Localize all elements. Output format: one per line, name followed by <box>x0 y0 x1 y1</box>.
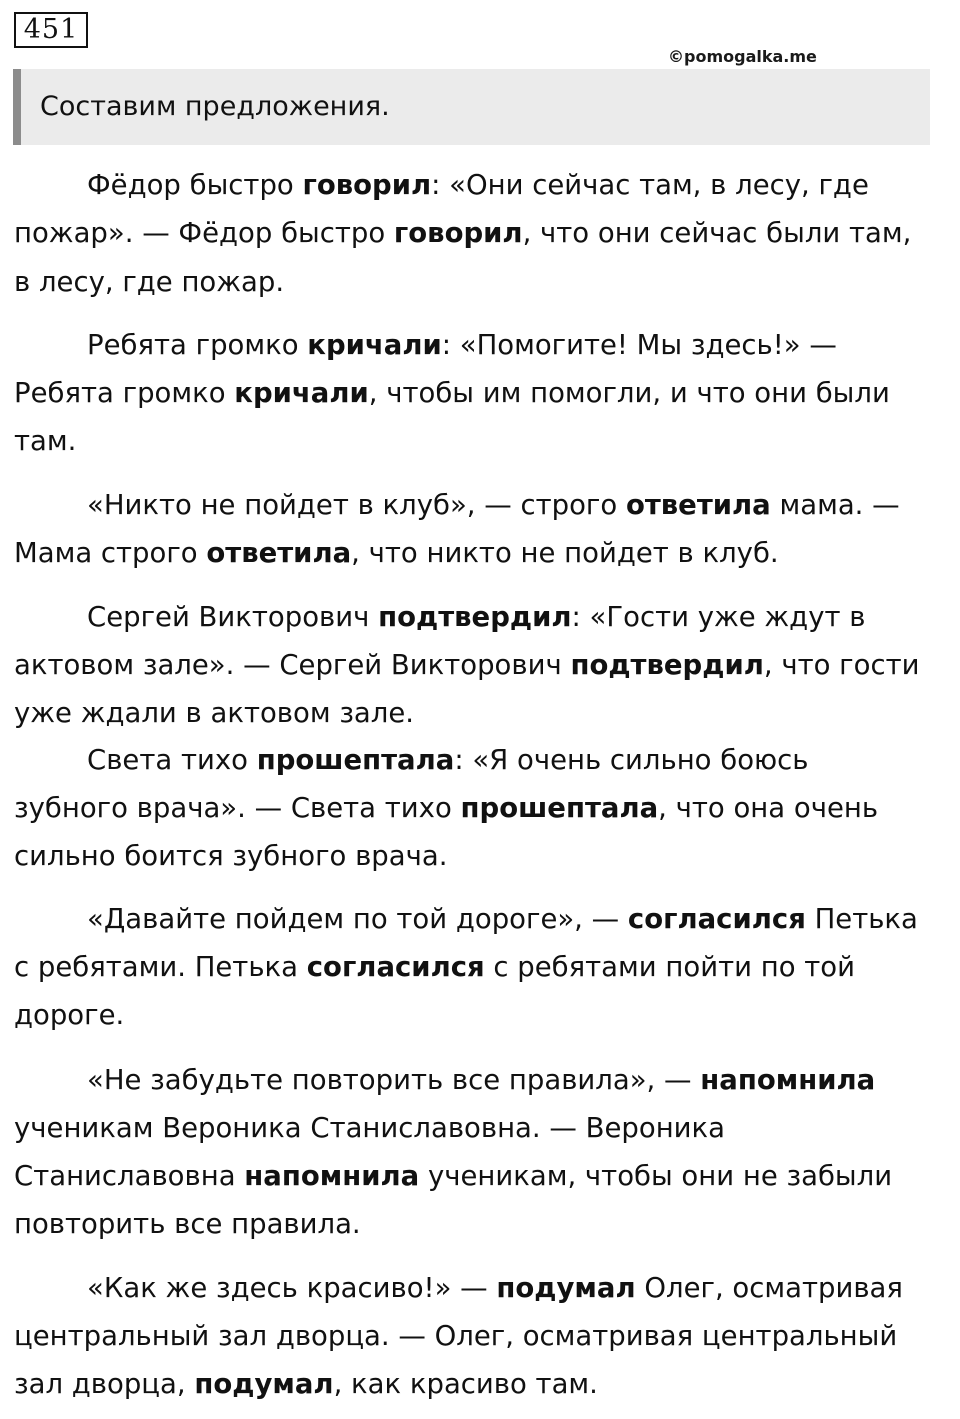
highlighted-verb: подумал <box>194 1368 334 1400</box>
text-segment: : «Помогите! Мы здесь!» — <box>441 329 837 361</box>
text-line <box>87 743 809 777</box>
highlighted-verb: кричали <box>307 329 442 361</box>
text-segment: сильно боится зубного врача. <box>14 840 448 872</box>
text-segment: ученикам Вероника Станиславовна. — Вероника <box>14 1112 726 1144</box>
text-line <box>14 265 284 299</box>
text-line <box>14 1159 892 1193</box>
highlighted-verb: подтвердил <box>378 601 572 633</box>
text-segment: Петька <box>805 903 918 935</box>
text-line <box>87 1271 903 1305</box>
text-segment: : «Я очень сильно боюсь <box>454 744 809 776</box>
text-segment: , что никто не пойдет в клуб. <box>351 537 779 569</box>
text-segment: повторить все правила. <box>14 1208 361 1240</box>
text-segment: пожар». — Фёдор быстро <box>14 217 394 249</box>
text-line <box>14 1319 897 1353</box>
text-line <box>14 424 76 458</box>
text-line <box>87 328 837 362</box>
highlighted-verb: кричали <box>234 377 369 409</box>
highlighted-verb: прошептала <box>256 744 455 776</box>
text-line <box>14 950 855 984</box>
highlighted-verb: говорил <box>302 169 432 201</box>
text-segment: , что гости <box>763 649 920 681</box>
task-number-box: 451 <box>14 12 88 48</box>
text-segment: Света тихо <box>87 744 257 776</box>
highlighted-verb: подтвердил <box>570 649 764 681</box>
highlighted-verb: подумал <box>496 1272 636 1304</box>
text-segment: «Не забудьте повторить все правила», — <box>87 1064 701 1096</box>
text-segment: мама. — <box>770 489 900 521</box>
text-segment: актовом зале». — Сергей Викторович <box>14 649 571 681</box>
text-segment: зал дворца, <box>14 1368 195 1400</box>
text-segment: : «Они сейчас там, в лесу, где <box>431 169 869 201</box>
highlighted-verb: напомнила <box>244 1160 420 1192</box>
highlighted-verb: согласился <box>627 903 806 935</box>
text-line <box>14 791 878 825</box>
text-segment: , что она очень <box>658 792 879 824</box>
text-segment: , чтобы им помогли, и что они были <box>368 377 890 409</box>
text-segment: Олег, осматривая <box>635 1272 903 1304</box>
text-line <box>14 376 890 410</box>
highlighted-verb: ответила <box>625 489 771 521</box>
text-segment: Фёдор быстро <box>87 169 303 201</box>
highlighted-verb: согласился <box>306 951 485 983</box>
task-heading-box <box>13 69 930 145</box>
task-heading: Составим предложения. <box>40 91 390 122</box>
text-segment: уже ждали в актовом зале. <box>14 697 415 729</box>
highlighted-verb: говорил <box>393 217 523 249</box>
text-segment: Ребята громко <box>14 377 235 409</box>
text-segment: «Никто не пойдет в клуб», — строго <box>87 489 626 521</box>
watermark: ©pomogalka.me <box>668 47 817 66</box>
text-segment: с ребятами пойти по той <box>484 951 855 983</box>
text-segment: там. <box>14 425 77 457</box>
text-line <box>87 488 900 522</box>
text-line <box>14 1111 725 1145</box>
text-line <box>14 1207 361 1241</box>
text-line <box>87 1063 875 1097</box>
text-segment: центральный зал дворца. — Олег, осматривая центральный <box>14 1320 898 1352</box>
text-segment: дороге. <box>14 999 125 1031</box>
text-segment: , как красиво там. <box>333 1368 598 1400</box>
text-line <box>87 168 869 202</box>
text-line <box>14 998 124 1032</box>
highlighted-verb: прошептала <box>460 792 659 824</box>
text-line <box>14 839 447 873</box>
text-segment: «Как же здесь красиво!» — <box>87 1272 497 1304</box>
text-line <box>14 1367 598 1401</box>
text-segment: : «Гости уже ждут в <box>571 601 866 633</box>
text-segment: «Давайте пойдем по той дороге», — <box>87 903 628 935</box>
highlighted-verb: ответила <box>206 537 352 569</box>
text-segment: с ребятами. Петька <box>14 951 307 983</box>
text-segment: Станиславовна <box>14 1160 245 1192</box>
text-segment: Сергей Викторович <box>87 601 379 633</box>
highlighted-verb: напомнила <box>700 1064 876 1096</box>
text-line <box>14 696 414 730</box>
text-segment: зубного врача». — Света тихо <box>14 792 461 824</box>
text-segment: ученикам, чтобы они не забыли <box>419 1160 893 1192</box>
text-line <box>14 536 779 570</box>
text-line <box>14 216 911 250</box>
text-line <box>87 600 865 634</box>
text-line <box>87 902 918 936</box>
text-segment: в лесу, где пожар. <box>14 266 285 298</box>
text-segment: , что они сейчас были там, <box>522 217 912 249</box>
text-line <box>14 648 919 682</box>
text-segment: Мама строго <box>14 537 207 569</box>
text-segment: Ребята громко <box>87 329 308 361</box>
